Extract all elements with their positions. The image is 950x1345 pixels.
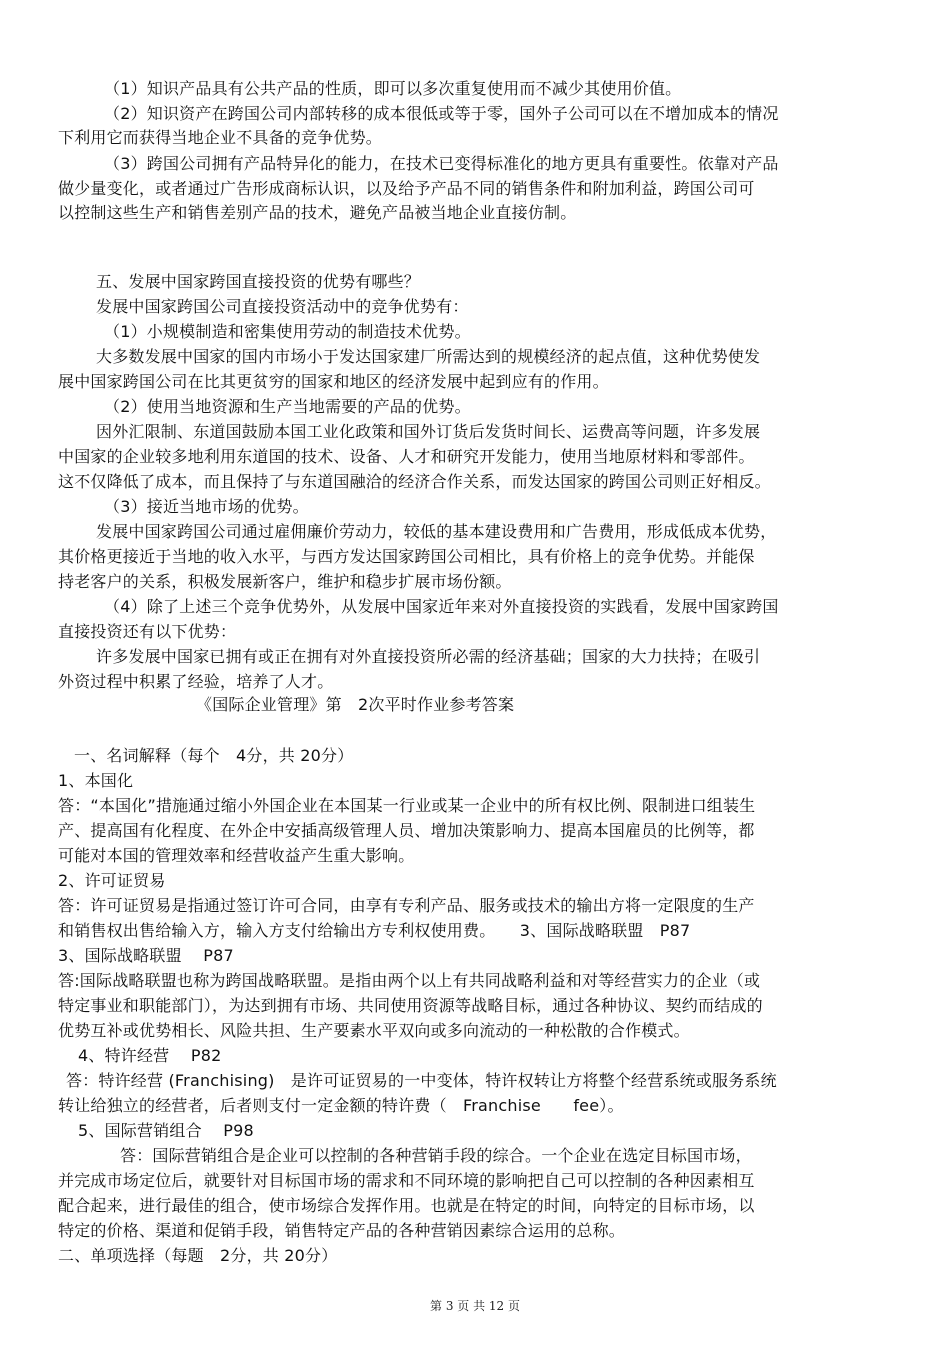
term-heading: 1、本国化 — [58, 771, 134, 790]
text-line: 大多数发展中国家的国内市场小于发达国家建厂所需达到的规模经济的起点值，这种优势使发 — [96, 347, 761, 366]
text-line: （1）知识产品具有公共产品的性质，即可以多次重复使用而不减少其使用价值。 — [104, 79, 682, 98]
text-line: （1）小规模制造和密集使用劳动的制造技术优势。 — [104, 322, 471, 341]
term-heading: 4、特许经营 P82 — [78, 1046, 222, 1065]
text-line: 发展中国家跨国公司直接投资活动中的竞争优势有： — [96, 297, 469, 316]
text-line: 配合起来，进行最佳的组合，使市场综合发挥作用。也就是在特定的时间，向特定的目标市场，以 — [58, 1196, 755, 1215]
text-line: （2）使用当地资源和生产当地需要的产品的优势。 — [104, 397, 471, 416]
text-line: 这不仅降低了成本，而且保持了与东道国融洽的经济合作关系，而发达国家的跨国公司则正好相反。 — [58, 472, 771, 491]
page-footer: 第 3 页 共 12 页 — [430, 1299, 520, 1313]
text-line: 以控制这些生产和销售差别产品的技术，避免产品被当地企业直接仿制。 — [58, 203, 577, 222]
text-line: 其价格更接近于当地的收入水平，与西方发达国家跨国公司相比，具有价格上的竞争优势。并能保 — [58, 547, 755, 566]
text-line: 答：许可证贸易是指通过签订许可合同，由享有专利产品、服务或技术的输出方将一定限度的生产 — [58, 896, 755, 915]
section-heading: 一、名词解释（每个 4分，共 20分） — [74, 746, 354, 765]
text-line: （3）跨国公司拥有产品特异化的能力，在技术已变得标准化的地方更具有重要性。依靠对产品 — [104, 154, 779, 173]
document-title: 《国际企业管理》第 2次平时作业参考答案 — [196, 695, 515, 714]
text-line: （3）接近当地市场的优势。 — [104, 497, 309, 516]
section-heading: 二、单项选择（每题 2分，共 20分） — [58, 1246, 338, 1265]
text-line: （4）除了上述三个竞争优势外，从发展中国家近年来对外直接投资的实践看，发展中国家跨国 — [104, 597, 779, 616]
text-line: 直接投资还有以下优势： — [58, 622, 237, 641]
term-heading: 3、国际战略联盟 P87 — [58, 946, 234, 965]
text-line: 答：特许经营 (Franchising) 是许可证贸易的一中变体，特许权转让方将整个经营系统或服务系统 — [66, 1071, 777, 1090]
text-line: 特定事业和职能部门），为达到拥有市场、共同使用资源等战略目标，通过各种协议、契约而结成的 — [58, 996, 763, 1015]
text-line: 中国家的企业较多地利用东道国的技术、设备、人才和研究开发能力，使用当地原材料和零部件。 — [58, 447, 755, 466]
text-line: 答：国际营销组合是企业可以控制的各种营销手段的综合。一个企业在选定目标国市场， — [120, 1146, 752, 1165]
text-line: （2）知识资产在跨国公司内部转移的成本很低或等于零，国外子公司可以在不增加成本的情况 — [104, 104, 779, 123]
text-line: 下利用它而获得当地企业不具备的竞争优势。 — [58, 128, 383, 147]
section-heading: 五、发展中国家跨国直接投资的优势有哪些？ — [96, 272, 421, 291]
text-line: 并完成市场定位后，就要针对目标国市场的需求和不同环境的影响把自己可以控制的各种因素相互 — [58, 1171, 755, 1190]
text-line: 可能对本国的管理效率和经营收益产生重大影响。 — [58, 846, 415, 865]
text-line: 发展中国家跨国公司通过雇佣廉价劳动力，较低的基本建设费用和广告费用，形成低成本优势， — [96, 522, 777, 541]
text-line: 做少量变化，或者通过广告形成商标认识，以及给予产品不同的销售条件和附加利益，跨国公司可 — [58, 179, 755, 198]
text-line: 答：“本国化”措施通过缩小外国企业在本国某一行业或某一企业中的所有权比例、限制进口组装生 — [58, 796, 756, 815]
term-heading: 2、许可证贸易 — [58, 871, 166, 890]
term-heading: 5、国际营销组合 P98 — [78, 1121, 254, 1140]
text-line: 持老客户的关系，积极发展新客户，维护和稳步扩展市场份额。 — [58, 572, 512, 591]
text-line: 转让给独立的经营者，后者则支付一定金额的特许费（ Franchise fee）。 — [58, 1096, 624, 1115]
text-line: 许多发展中国家已拥有或正在拥有对外直接投资所必需的经济基础；国家的大力扶持；在吸引 — [96, 647, 761, 666]
text-line: 答:国际战略联盟也称为跨国战略联盟。是指由两个以上有共同战略利益和对等经营实力的企业（或 — [58, 971, 761, 990]
text-line: 和销售权出售给输入方，输入方支付给输出方专利权使用费。 3、国际战略联盟 P87 — [58, 921, 691, 940]
text-line: 因外汇限制、东道国鼓励本国工业化政策和国外订货后发货时间长、运费高等问题，许多发展 — [96, 422, 761, 441]
text-line: 产、提高国有化程度、在外企中安插高级管理人员、增加决策影响力、提高本国雇员的比例等，都 — [58, 821, 755, 840]
text-line: 展中国家跨国公司在比其更贫穷的国家和地区的经济发展中起到应有的作用。 — [58, 372, 609, 391]
text-line: 外资过程中积累了经验，培养了人才。 — [58, 672, 334, 691]
text-line: 优势互补或优势相长、风险共担、生产要素水平双向或多向流动的一种松散的合作模式。 — [58, 1021, 690, 1040]
text-line: 特定的价格、渠道和促销手段，销售特定产品的各种营销因素综合运用的总称。 — [58, 1221, 626, 1240]
